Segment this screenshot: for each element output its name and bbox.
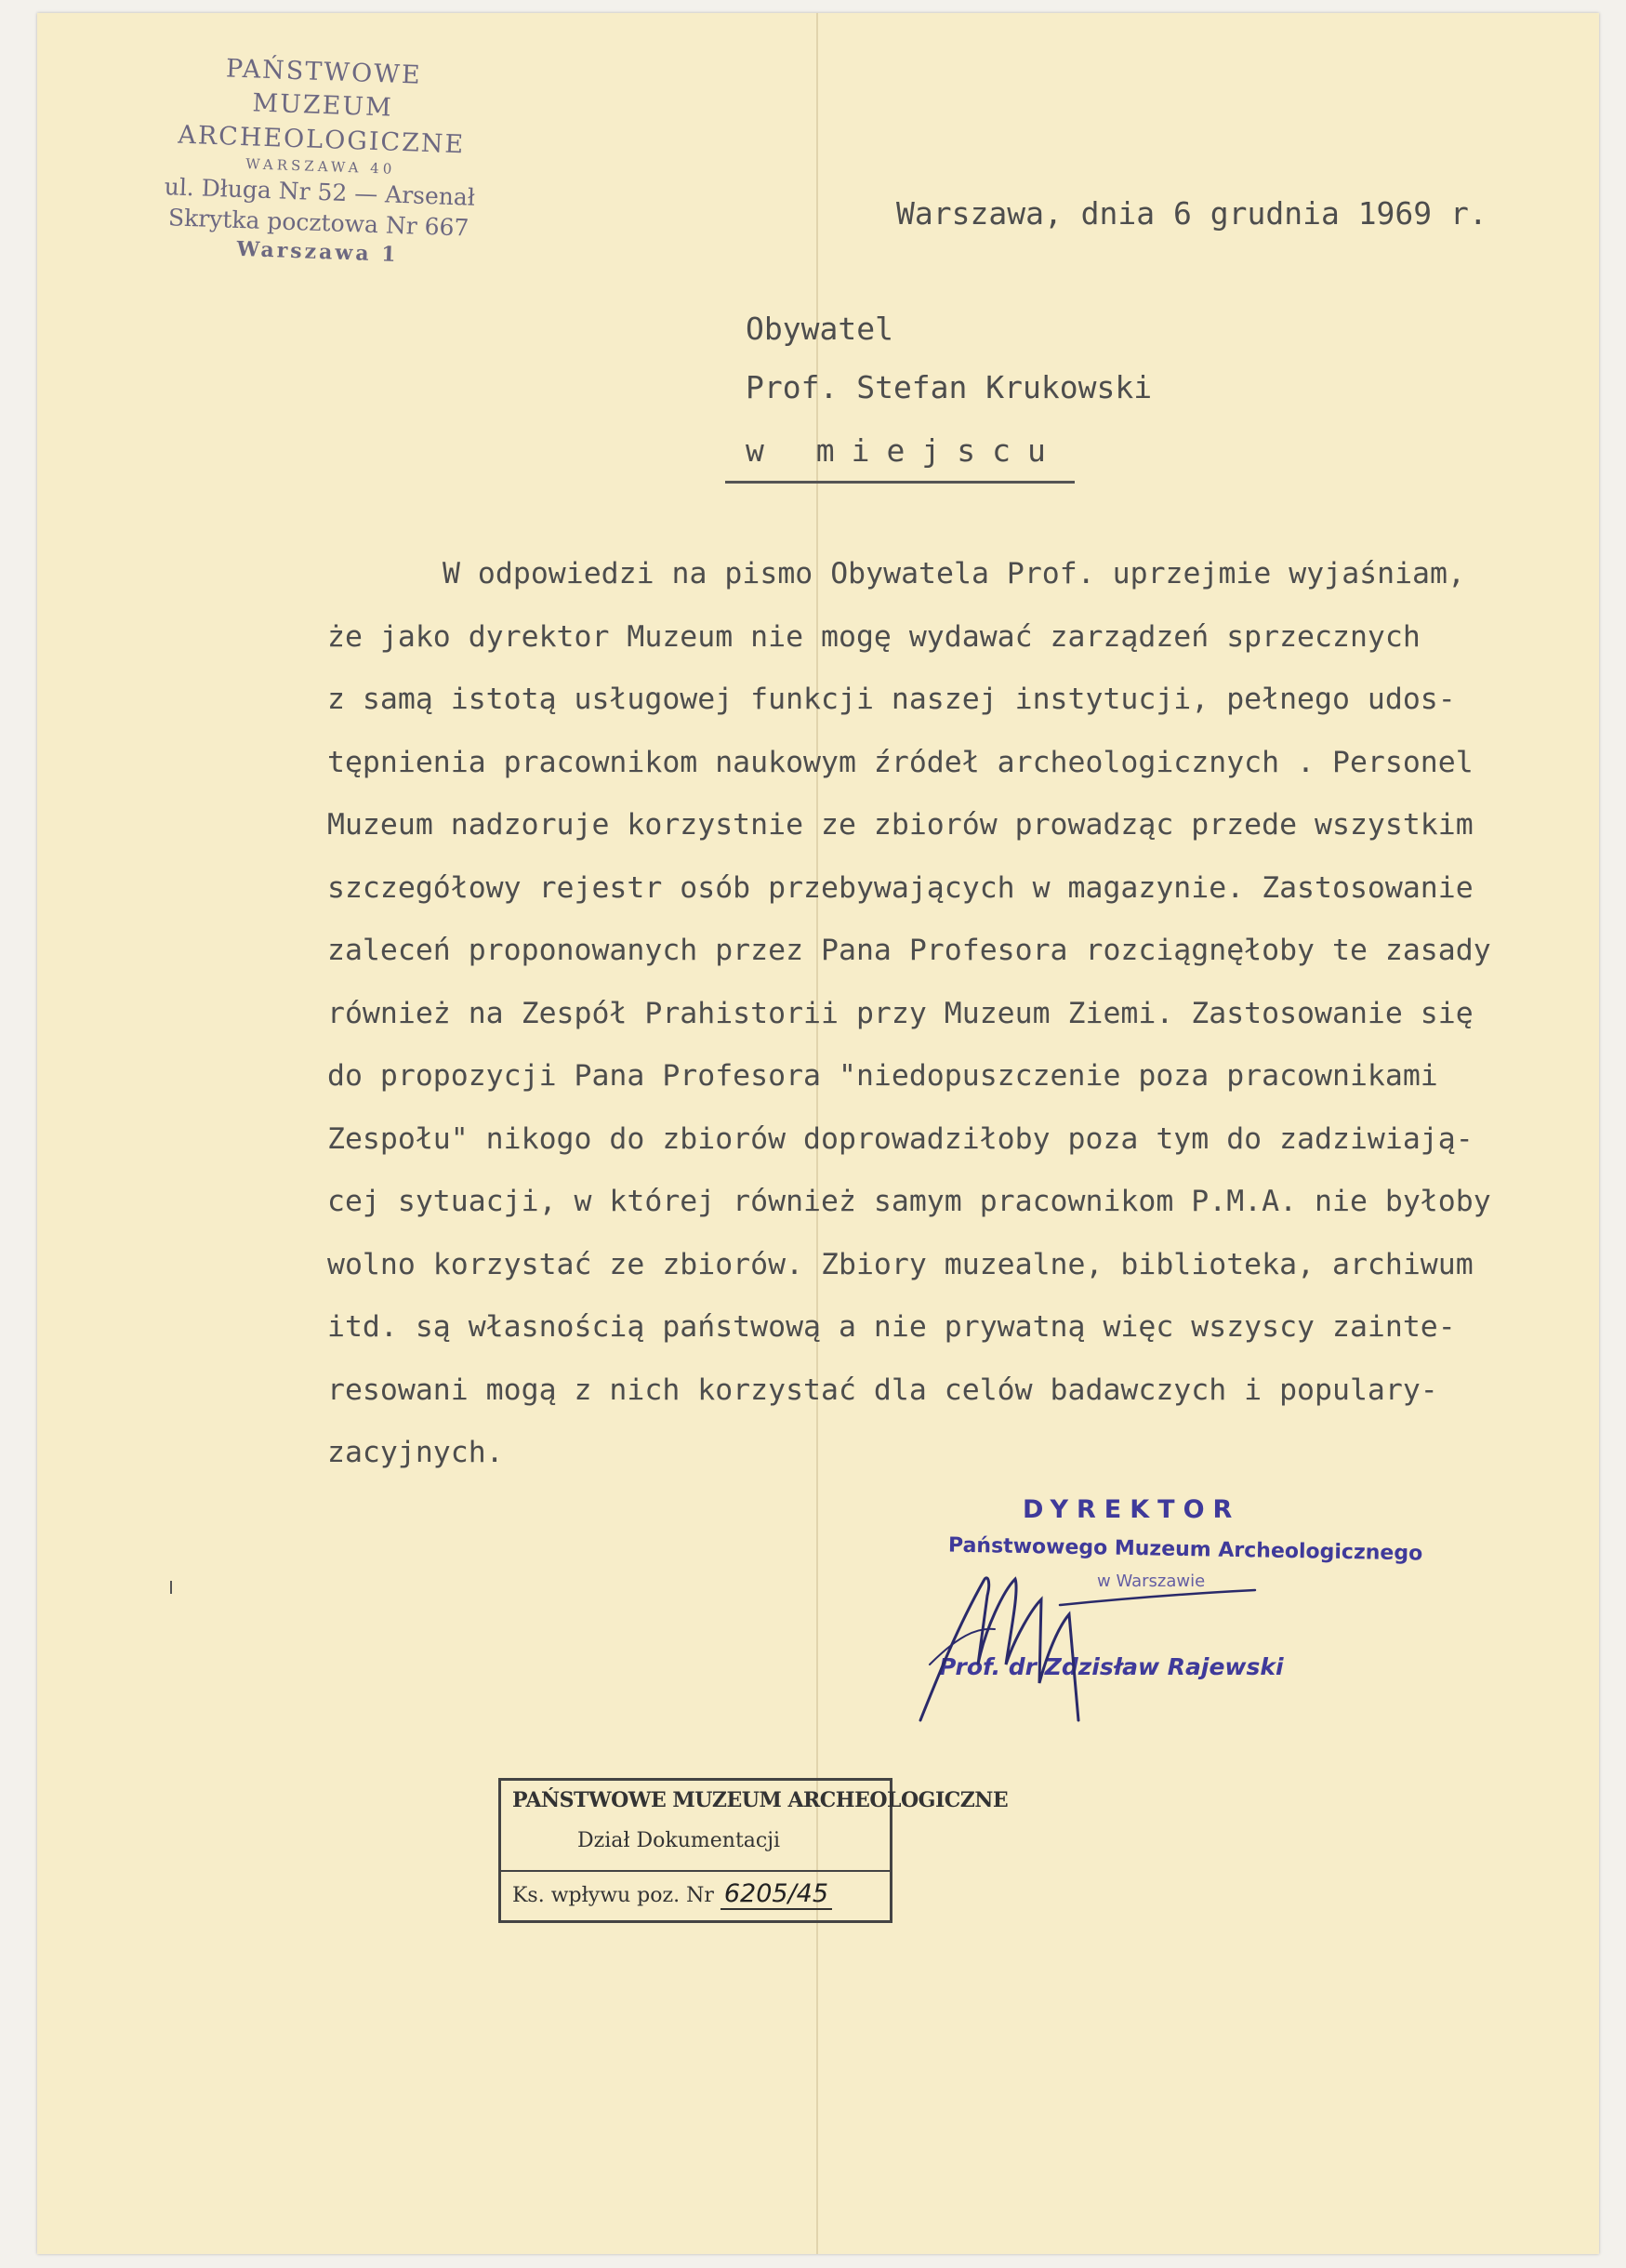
addressee-underline xyxy=(725,481,1075,484)
signature-title: DYREKTOR xyxy=(1023,1495,1241,1524)
body-line: cej sytuacji, w której również samym pracownikom P.M.A. nie byłoby xyxy=(327,1185,1491,1218)
addressee-salutation: Obywatel xyxy=(746,311,893,347)
stamp-line: Warszawa 1 xyxy=(236,236,399,268)
body-line: zaleceń proponowanych przez Pana Profesora rozciągnęłoby te zasady xyxy=(327,934,1491,967)
signature-name: Prof. dr Zdzisław Rajewski xyxy=(939,1653,1284,1680)
stamp-line: MUZEUM ARCHEOLOGICZNE xyxy=(177,88,466,160)
body-line: W odpowiedzi na pismo Obywatela Prof. uprzejmie wyjaśniam, xyxy=(443,557,1465,590)
body-line: szczegółowy rejestr osób przebywających w magazynie. Zastosowanie xyxy=(327,870,1474,905)
body-line: że jako dyrektor Muzeum nie mogę wydawać zarządzeń sprzecznych xyxy=(327,619,1421,654)
letter-date: Warszawa, dnia 6 grudnia 1969 r. xyxy=(896,195,1487,232)
signature-city: w Warszawie xyxy=(1097,1572,1206,1591)
institution-stamp xyxy=(108,48,534,273)
signature-institution: Państwowego Muzeum Archeologicznego xyxy=(947,1533,1423,1566)
body-line: wolno korzystać ze zbiorów. Zbiory muzealne, biblioteka, archiwum xyxy=(327,1247,1474,1281)
addressee-name: Prof. Stefan Krukowski xyxy=(746,369,1153,405)
stamp-line: WARSZAWA 40 xyxy=(245,155,396,179)
stamp-line: PAŃSTWOWE xyxy=(225,54,423,90)
letter-body xyxy=(327,543,1592,1485)
body-line: również na Zespół Prahistorii przy Muzeum Ziemi. Zastosowanie się xyxy=(327,996,1474,1030)
registry-entry-number: 6205/45 xyxy=(720,1879,832,1910)
body-line: do propozycji Pana Profesora "niedopuszczenie poza pracownikami xyxy=(327,1059,1438,1093)
body-line: zacyjnych. xyxy=(327,1436,504,1469)
body-line: Zespołu" nikogo do zbiorów doprowadziłoby poza tym do zadziwiają- xyxy=(327,1121,1474,1156)
body-line: z samą istotą usługowej funkcji naszej instytucji, pełnego udos- xyxy=(327,683,1456,716)
body-line: itd. są własnością państwową a nie prywatną więc wszyscy zainte- xyxy=(327,1310,1456,1344)
registry-stamp-department: Dział Dokumentacji xyxy=(577,1829,781,1852)
margin-mark xyxy=(170,1581,172,1594)
body-line: resowani mogą z nich korzystać dla celów badawczych i populary- xyxy=(327,1373,1438,1407)
registry-entry-label: Ks. wpływu poz. Nr xyxy=(512,1884,714,1907)
body-line: tępnienia pracownikom naukowym źródeł archeologicznych . Personel xyxy=(327,745,1474,779)
body-line: Muzeum nadzoruje korzystnie ze zbiorów prowadząc przede wszystkim xyxy=(327,808,1474,842)
registry-stamp xyxy=(498,1778,1009,1923)
stamp-line: ul. Długa Nr 52 — Arsenał xyxy=(164,172,476,211)
registry-stamp-institution: PAŃSTWOWE MUZEUM ARCHEOLOGICZNE xyxy=(512,1788,1009,1812)
registry-stamp-divider xyxy=(501,1870,890,1872)
stamp-line: Skrytka pocztowa Nr 667 xyxy=(167,204,469,242)
handwritten-signature xyxy=(902,1525,1292,1739)
registry-stamp-entry xyxy=(512,1879,832,1908)
addressee-location: w miejscu xyxy=(746,432,1063,469)
